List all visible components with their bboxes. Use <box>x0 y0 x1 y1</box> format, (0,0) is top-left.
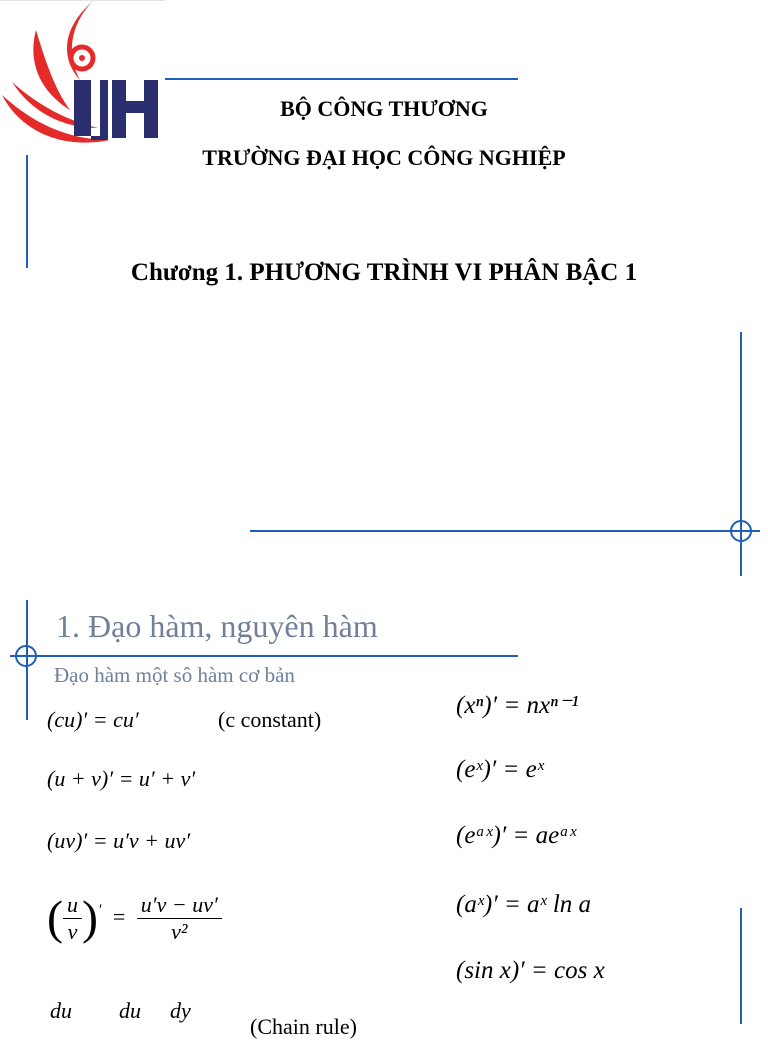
right-vertical-rule <box>740 908 742 1024</box>
chain-dy: dy <box>170 998 191 1023</box>
top-rule <box>165 78 518 80</box>
chain-du-2: du <box>119 998 141 1023</box>
university-heading: TRƯỜNG ĐẠI HỌC CÔNG NGHIỆP <box>202 145 566 170</box>
formula-quotient-rule: ( $\frac{u}{v}$ )′ = $\frac{u'v - uv'}{\text{v²}}$ <box>47 892 222 945</box>
circle-ornament <box>728 518 754 544</box>
bottom-rule <box>250 530 760 532</box>
formula-sum-rule: (u + v)′ = u′ + v′ <box>47 766 196 791</box>
formula-exponential-ax: (eᵃˣ)′ = aeᵃˣ <box>456 822 577 849</box>
section-title: 1. Đạo hàm, nguyên hàm <box>56 608 378 644</box>
derivatives-slide <box>0 576 768 1039</box>
chapter-title: Chương 1. PHƯƠNG TRÌNH VI PHÂN BẬC 1 <box>130 259 638 286</box>
formula-chain-rule <box>50 998 191 1024</box>
formula-general-exponential: (aˣ)′ = aˣ ln a <box>456 891 592 918</box>
chain-du-1: du <box>50 998 72 1023</box>
formula-sine: (sin x)′ = cos x <box>456 957 605 984</box>
formula-constant-multiple: (cu)′ = cu′ <box>47 707 139 732</box>
formula-product-rule: (uv)′ = u′v + uv′ <box>47 828 191 853</box>
left-vertical-rule <box>26 155 28 268</box>
formula-exponential: (eˣ)′ = eˣ <box>456 756 544 783</box>
university-logo <box>0 0 165 160</box>
formula-constant-note: (c constant) <box>218 707 322 732</box>
circle-ornament <box>13 643 39 669</box>
title-underline <box>10 655 518 657</box>
ministry-heading: BỘ CÔNG THƯƠNG <box>280 96 488 121</box>
section-subtitle: Đạo hàm một sô hàm cơ bản <box>54 663 295 687</box>
chain-rule-note: (Chain rule) <box>250 1014 357 1039</box>
formula-power-rule: (xⁿ)′ = nxⁿ⁻¹ <box>456 692 579 719</box>
